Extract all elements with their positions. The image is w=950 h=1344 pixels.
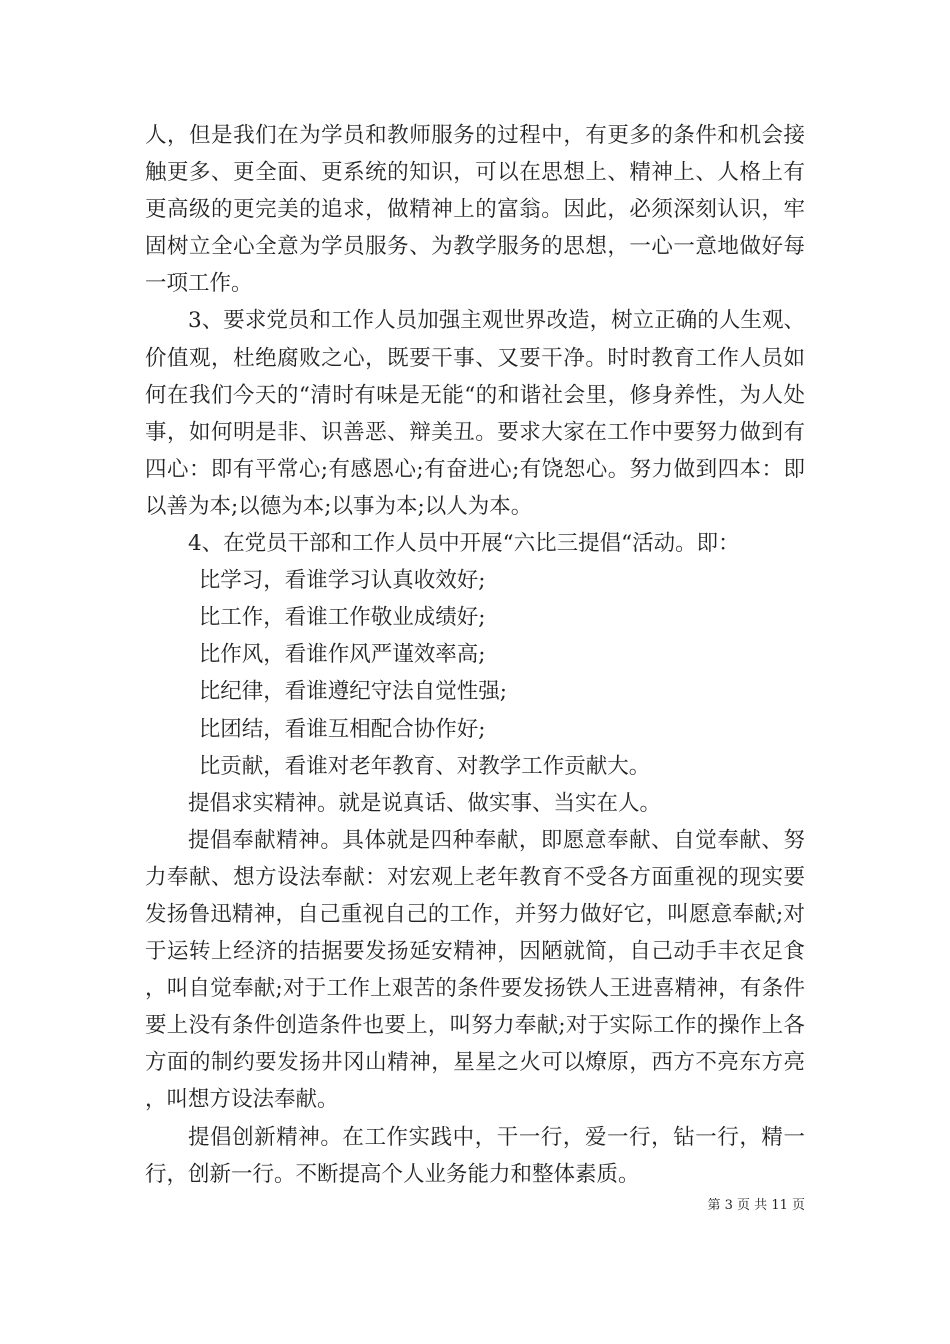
comparison-contribution: 比贡献，看谁对老年教育、对教学工作贡献大。 [198, 753, 651, 779]
paragraph-dedication: 提倡奉献精神。具体就是四种奉献，即愿意奉献、自觉奉献、努力奉献、想方设法奉献：对宏观上老年教育不受各方面重视的现实要发扬鲁迅精神，自己重视自己的工作，并努力做好它，叫愿意奉献;对于运转上经济的拮据要发扬延安精神，因陋就简，自己动手丰衣足食，叫自觉奉献;对于工作上艰苦的条件要发扬铁人王进喜精神，有条件要上没有条件创造条件也要上，叫努力奉献;对于实际工作的操作上各方面的制约要发扬井冈山精神，星星之火可以燎原，西方不亮东方亮，叫想方设法奉献。 [145, 827, 805, 1113]
comparison-unity: 比团结，看谁互相配合协作好; [198, 716, 486, 742]
comparison-work: 比工作，看谁工作敬业成绩好; [198, 605, 486, 631]
paragraph-item-3: 3、要求党员和工作人员加强主观世界改造，树立正确的人生观、价值观，杜绝腐败之心，既要干事、又要干净。时时教育工作人员如何在我们今天的“清时有味是无能“的和谐社会里，修身养性，为人处事，如何明是非、识善恶、辩美丑。要求大家在工作中要努力做到有四心：即有平常心;有感恩心;有奋进心;有饶恕心。努力做到四本：即以善为本;以德为本;以事为本;以人为本。 [145, 308, 805, 519]
paragraph-innovation: 提倡创新精神。在工作实践中，干一行，爱一行，钻一行，精一行，创新一行。不断提高个人业务能力和整体素质。 [145, 1124, 805, 1187]
paragraph-item-4: 4、在党员干部和工作人员中开展“六比三提倡“活动。即： [188, 531, 740, 557]
comparison-study: 比学习，看谁学习认真收效好; [198, 568, 486, 594]
document-body [145, 117, 805, 1193]
comparison-discipline: 比纪律，看谁遵纪守法自觉性强; [198, 679, 507, 705]
comparison-style: 比作风，看谁作风严谨效率高; [198, 642, 486, 668]
page-number: 第 3 页 共 11 页 [707, 1198, 805, 1213]
paragraph-continuation: 人，但是我们在为学员和教师服务的过程中，有更多的条件和机会接触更多、更全面、更系统的知识，可以在思想上、精神上、人格上有更高级的更完美的追求，做精神上的富翁。因此，必须深刻认识，牢固树立全心全意为学员服务、为教学服务的思想，一心一意地做好每一项工作。 [145, 123, 805, 297]
paragraph-pragmatism: 提倡求实精神。就是说真话、做实事、当实在人。 [188, 790, 662, 816]
